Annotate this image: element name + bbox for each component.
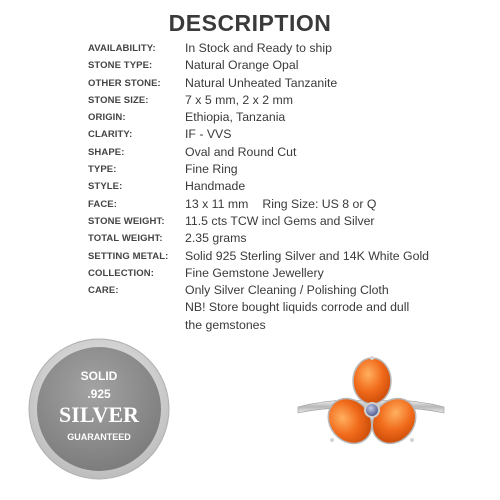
- page-title: DESCRIPTION: [168, 10, 332, 36]
- spec-label: CLARITY:: [88, 129, 133, 141]
- spec-value: Fine Gemstone Jewellery: [185, 265, 324, 280]
- spec-row-availability: [88, 40, 429, 57]
- spec-row-other-stone: [88, 75, 429, 92]
- spec-label: AVAILABILITY:: [88, 43, 156, 54]
- spec-value: Natural Orange Opal: [185, 58, 299, 73]
- spec-label: STONE WEIGHT:: [88, 215, 165, 227]
- spec-label: FACE:: [88, 198, 117, 210]
- spec-row-stone-size: [88, 92, 429, 109]
- opal-stone-top: [353, 358, 391, 404]
- spec-row-clarity: [88, 126, 429, 143]
- silver-seal-icon: [28, 338, 170, 480]
- spec-label: ORIGIN:: [88, 112, 126, 124]
- badge-line-925: .925: [87, 387, 111, 401]
- spec-label: STYLE:: [88, 181, 123, 193]
- spec-row-origin: [88, 109, 429, 126]
- spec-table: [88, 40, 429, 334]
- ring-product-image: [296, 355, 446, 455]
- care-note: the gemstones: [185, 317, 266, 332]
- spec-row-care: [88, 282, 429, 299]
- badge-line-silver: SILVER: [59, 402, 139, 427]
- spec-value: [185, 196, 376, 213]
- spec-label: STONE TYPE:: [88, 60, 153, 72]
- spec-label: SHAPE:: [88, 146, 125, 158]
- spec-label: CARE:: [88, 285, 119, 297]
- spec-label: STONE SIZE:: [88, 94, 149, 106]
- spec-value: In Stock and Ready to ship: [185, 41, 332, 55]
- spec-value: Fine Ring: [185, 162, 238, 177]
- spec-value: Only Silver Cleaning / Polishing Cloth: [185, 283, 389, 298]
- spec-row-stone-type: [88, 57, 429, 74]
- spec-value: 2.35 grams: [185, 231, 247, 246]
- spec-value: Natural Unheated Tanzanite: [185, 75, 338, 90]
- spec-row-total-weight: [88, 230, 429, 247]
- spec-row-shape: [88, 144, 429, 161]
- spec-value: 11.5 cts TCW incl Gems and Silver: [185, 213, 375, 228]
- spec-row-face: [88, 196, 429, 213]
- ring-size: Ring Size: US 8 or Q: [262, 196, 377, 211]
- spec-label: TYPE:: [88, 164, 117, 176]
- spec-value: Solid 925 Sterling Silver and 14K White Gold: [185, 248, 430, 263]
- spec-row-style: [88, 178, 429, 195]
- care-note-line-1: [88, 299, 429, 316]
- spec-value: 7 x 5 mm, 2 x 2 mm: [185, 92, 293, 107]
- care-note: NB! Store bought liquids corrode and dull: [185, 300, 410, 315]
- spec-row-stone-weight: [88, 213, 429, 230]
- spec-value: IF - VVS: [185, 127, 232, 142]
- spec-label: TOTAL WEIGHT:: [88, 233, 163, 245]
- badge-line-solid: SOLID: [80, 369, 118, 383]
- spec-label: COLLECTION:: [88, 267, 155, 279]
- spec-label: OTHER STONE:: [88, 77, 161, 89]
- spec-row-setting-metal: [88, 248, 429, 265]
- care-note-line-2: [88, 317, 429, 334]
- spec-label: SETTING METAL:: [88, 250, 169, 262]
- spec-value: Handmade: [185, 179, 246, 194]
- spec-value: Ethiopia, Tanzania: [185, 110, 286, 125]
- spec-value: Oval and Round Cut: [185, 144, 297, 159]
- tanzanite-stone-center: [364, 402, 380, 418]
- spec-row-type: [88, 161, 429, 178]
- face-size: 13 x 11 mm: [185, 196, 249, 211]
- spec-row-collection: [88, 265, 429, 282]
- badge-line-guaranteed: GUARANTEED: [67, 432, 131, 442]
